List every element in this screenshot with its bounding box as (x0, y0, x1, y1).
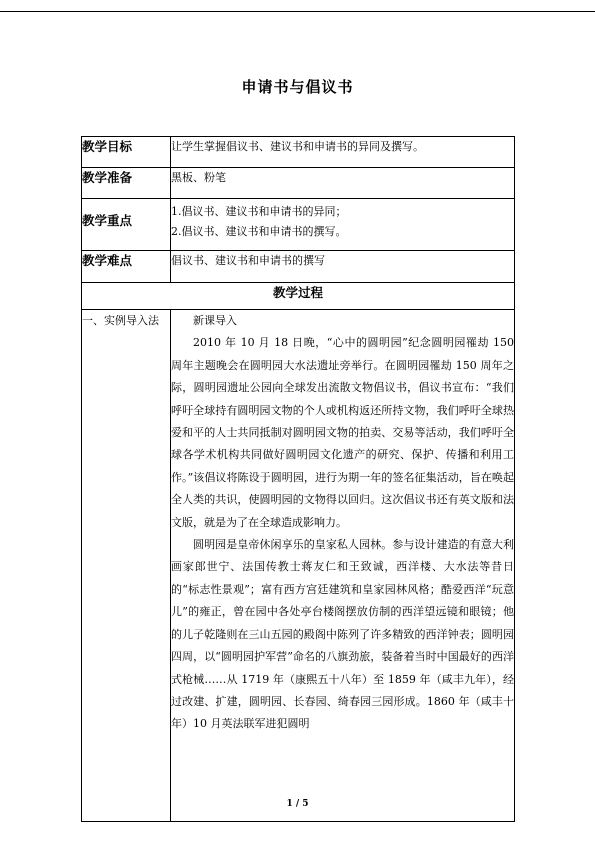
table-row-preparation (82, 168, 515, 199)
row-label: 教学目标 (82, 137, 171, 168)
key-point-line: 1.倡议书、建议书和申请书的异同； (171, 205, 347, 218)
section-body (171, 310, 515, 822)
row-value: 让学生掌握倡议书、建议书和申请书的异同及撰写。 (171, 137, 515, 168)
table-row-key-points (82, 199, 515, 251)
lesson-plan-table (81, 136, 515, 822)
row-label: 教学难点 (82, 251, 171, 283)
paragraph: 2010 年 10 月 18 日晚，“心中的圆明园”纪念圆明园罹劫 150 周年主题晚会在圆明园大水法遗址旁举行。在圆明园罹劫 150 周年之际，圆明园遗址公园向全球发出流散文物倡议书，倡议书宣布：“我们呼吁全球持有圆明园文物的个人或机构返还所持文物，我们呼吁全球热爱和平的人士共同抵制对圆明园文物的拍卖、交易等活动，我们呼吁全球各学术机构共同做好圆明园文化遗产的研究、保护、传播和利用工作。”该倡议将陈设于圆明园，进行为期一年的签名征集活动，旨在唤起全人类的共识，使圆明园的文物得以回归。这次倡议书还有英文版和法文版，就是为了在全球造成影响力。 (171, 336, 514, 529)
row-label: 教学准备 (82, 168, 171, 199)
row-value (171, 199, 515, 251)
table-row-section (82, 310, 515, 822)
process-header: 教学过程 (82, 283, 515, 310)
section-subheading: 新课导入 (193, 314, 237, 327)
header-rule (0, 11, 595, 12)
page-number: 1 / 5 (286, 799, 309, 809)
row-label: 教学重点 (82, 199, 171, 251)
table-row-process-header (82, 283, 515, 310)
table-row-objective (82, 137, 515, 168)
section-label: 一、实例导入法 (82, 310, 171, 822)
row-value: 倡议书、建议书和申请书的撰写 (171, 251, 515, 283)
document-title: 申请书与倡议书 (241, 78, 354, 96)
paragraph: 圆明园是皇帝休闲享乐的皇家私人园林。参与设计建造的有意大利画家郎世宁、法国传教士蒋友仁和王致诚，西洋楼、大水法等昔日的“标志性景观”；富有西方宫廷建筑和皇家园林风格；酷爱西洋“玩意儿”的雍正，曾在园中各处亭台楼阁摆放仿制的西洋望远镜和眼镜；他的儿子乾隆则在三山五园的殿阁中陈列了许多精致的西洋钟表；圆明园四周，以“圆明园护军营”命名的八旗劲旅，装备着当时中国最好的西洋式枪械……从 1719 年（康熙五十八年）至 1859 年（咸丰九年），经过改建、扩建，圆明园、长春园、绮春园三园形成。1860 年（咸丰十年）10 月英法联军进犯圆明 (171, 538, 514, 731)
row-value: 黑板、粉笔 (171, 168, 515, 199)
key-point-line: 2.倡议书、建议书和申请书的撰写。 (171, 225, 347, 238)
table-row-difficulties (82, 251, 515, 283)
